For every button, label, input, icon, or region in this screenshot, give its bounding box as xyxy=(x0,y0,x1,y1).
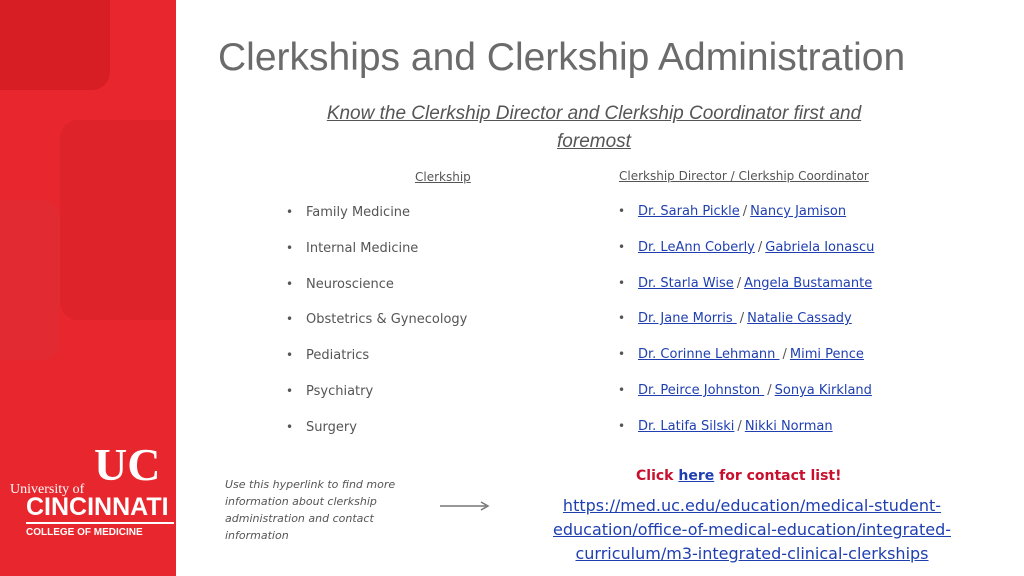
separator: / xyxy=(737,418,742,434)
logo-university: University of xyxy=(10,482,85,497)
clerkship-item xyxy=(286,312,467,348)
coordinator-link[interactable]: Gabriela Ionascu xyxy=(765,239,875,255)
clerkship-name: Family Medicine xyxy=(306,205,411,220)
bullet-icon: • xyxy=(618,311,626,326)
bullet-icon: • xyxy=(618,275,626,290)
separator: / xyxy=(736,275,742,291)
coordinator-link[interactable]: Mimi Pence xyxy=(789,347,864,363)
contact-item xyxy=(618,240,874,276)
contact-item xyxy=(618,276,874,312)
contact-item xyxy=(618,419,874,455)
contacts-column-header: Clerkship Director / Clerkship Coordinator xyxy=(619,169,869,183)
clerkship-item xyxy=(286,205,467,241)
uc-seal-mark: UC xyxy=(94,439,161,490)
arrow-right-icon xyxy=(440,500,490,512)
clerkship-name: Obstetrics & Gynecology xyxy=(306,312,468,328)
clerkships-url-link[interactable]: https://med.uc.edu/education/medical-student-education/office-of-medical-education/integrated-curriculum/m3-integrated-clinical-clerkships xyxy=(553,496,951,563)
bullet-icon: • xyxy=(286,383,294,398)
contact-list xyxy=(618,204,874,455)
coordinator-link[interactable]: Nancy Jamison xyxy=(750,204,847,219)
click-prefix: Click xyxy=(636,468,679,484)
clerkship-name: Internal Medicine xyxy=(306,240,419,256)
decorative-block xyxy=(60,120,176,320)
clerkship-name: Neuroscience xyxy=(306,276,394,292)
decorative-block xyxy=(0,200,60,360)
bullet-icon: • xyxy=(618,239,626,254)
director-link[interactable]: Dr. Peirce Johnston xyxy=(638,382,765,398)
clerkship-name: Surgery xyxy=(306,419,357,435)
clerkship-item xyxy=(286,384,467,420)
clerkship-column-header: Clerkship xyxy=(415,170,471,184)
hyperlink-note: Use this hyperlink to find more information about clerkship administration and contact information xyxy=(225,478,396,542)
director-link[interactable]: Dr. Sarah Pickle xyxy=(638,204,740,219)
bullet-icon: • xyxy=(286,419,294,434)
separator: / xyxy=(739,311,745,327)
bullet-icon: • xyxy=(618,418,626,433)
contact-item xyxy=(618,311,874,347)
clerkship-name: Psychiatry xyxy=(306,383,374,399)
separator: / xyxy=(757,239,763,255)
logo-divider xyxy=(26,522,174,524)
bullet-icon: • xyxy=(286,240,294,255)
click-suffix: for contact list! xyxy=(714,468,842,484)
bullet-icon: • xyxy=(618,347,626,362)
logo-name: CINCINNATI xyxy=(26,493,169,521)
clerkship-name: Pediatrics xyxy=(306,348,370,364)
clerkship-item xyxy=(286,241,467,277)
clerkship-list xyxy=(286,205,467,456)
bullet-icon: • xyxy=(618,204,626,218)
contact-list-link[interactable]: here xyxy=(678,468,715,484)
logo-college: COLLEGE OF MEDICINE xyxy=(26,527,143,538)
page-subtitle: Know the Clerkship Director and Clerkship Coordinator first and foremost xyxy=(326,103,862,152)
contact-list-callout xyxy=(636,468,842,484)
director-link[interactable]: Dr. Jane Morris xyxy=(638,311,737,327)
sidebar-branding xyxy=(0,0,176,576)
bullet-icon: • xyxy=(286,312,294,327)
separator: / xyxy=(782,347,787,363)
director-link[interactable]: Dr. LeAnn Coberly xyxy=(638,239,755,255)
coordinator-link[interactable]: Nikki Norman xyxy=(744,418,833,434)
contact-item xyxy=(618,204,874,240)
bullet-icon: • xyxy=(286,348,294,363)
director-link[interactable]: Dr. Corinne Lehmann xyxy=(638,347,780,363)
clerkship-item xyxy=(286,420,467,456)
director-link[interactable]: Dr. Latifa Silski xyxy=(638,418,735,434)
contact-item xyxy=(618,347,874,383)
page-title: Clerkships and Clerkship Administration xyxy=(218,36,906,79)
clerkship-item xyxy=(286,277,467,313)
bullet-icon: • xyxy=(618,382,626,397)
separator: / xyxy=(742,204,748,219)
bullet-icon: • xyxy=(286,276,294,291)
coordinator-link[interactable]: Natalie Cassady xyxy=(747,311,852,327)
bullet-icon: • xyxy=(286,205,294,219)
clerkship-item xyxy=(286,348,467,384)
coordinator-link[interactable]: Angela Bustamante xyxy=(744,275,873,291)
contact-item xyxy=(618,383,874,419)
decorative-block xyxy=(0,0,110,90)
coordinator-link[interactable]: Sonya Kirkland xyxy=(774,382,872,398)
director-link[interactable]: Dr. Starla Wise xyxy=(638,275,734,291)
separator: / xyxy=(767,382,772,398)
